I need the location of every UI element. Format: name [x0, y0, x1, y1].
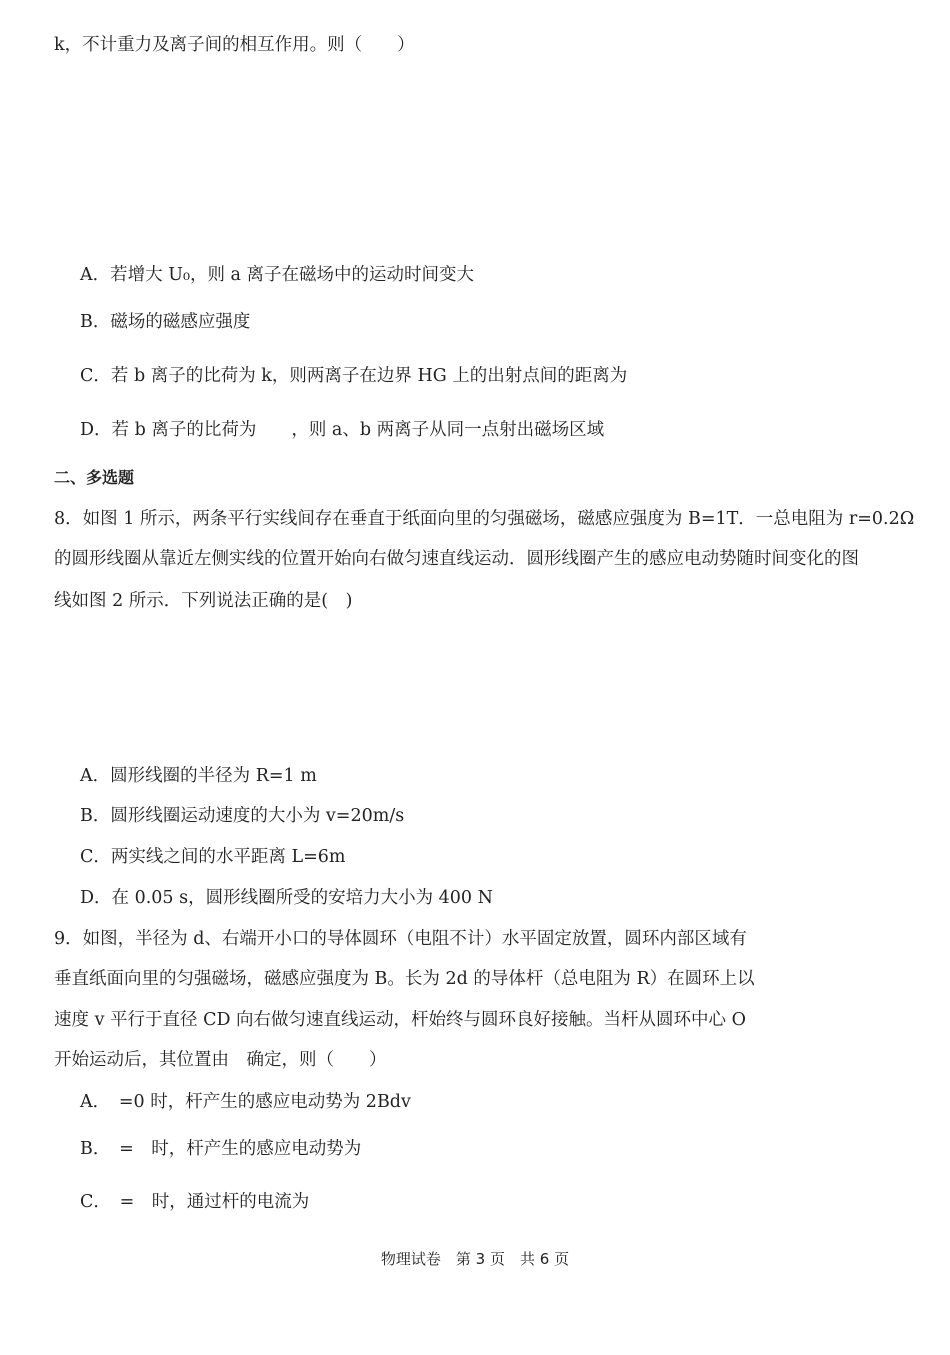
q9-stem-line-1: 9．如图，半径为 d、右端开小口的导体圆环（电阻不计）水平固定放置，圆环内部区域有	[54, 929, 747, 949]
section-heading: 二、多选题	[54, 468, 135, 487]
q7-option-d: D．若 b 离子的比荷为 ，则 a、b 两离子从同一点射出磁场区域	[80, 420, 605, 440]
q8-stem-line-3: 线如图 2 所示．下列说法正确的是( )	[54, 591, 353, 611]
q7-option-b: B．磁场的磁感应强度	[80, 312, 251, 332]
q7-option-c: C．若 b 离子的比荷为 k，则两离子在边界 HG 上的出射点间的距离为	[80, 366, 628, 386]
q9-option-b: B． = 时，杆产生的感应电动势为	[80, 1139, 362, 1159]
q8-option-c: C．两实线之间的水平距离 L=6m	[80, 847, 346, 867]
q7-figure-blank	[54, 70, 894, 250]
q9-option-c: C． = 时，通过杆的电流为	[80, 1192, 310, 1212]
q9-option-a: A． =0 时，杆产生的感应电动势为 2Bdv	[80, 1092, 411, 1112]
q9-stem-line-4: 开始运动后，其位置由 确定，则（ ）	[54, 1050, 387, 1070]
q8-option-b: B．圆形线圈运动速度的大小为 v=20m/s	[80, 806, 405, 826]
q8-option-d: D．在 0.05 s，圆形线圈所受的安培力大小为 400 N	[80, 888, 493, 908]
q9-stem-line-2: 垂直纸面向里的匀强磁场，磁感应强度为 B。长为 2d 的导体杆（总电阻为 R）在圆环上以	[54, 969, 755, 989]
q7-option-a: A．若增大 U₀，则 a 离子在磁场中的运动时间变大	[80, 265, 475, 285]
page-footer: 物理试卷 第 3 页 共 6 页	[380, 1250, 570, 1268]
q7-stem-tail: k，不计重力及离子间的相互作用。则（ ）	[54, 35, 415, 55]
q8-stem-line-1: 8．如图 1 所示，两条平行实线间存在垂直于纸面向里的匀强磁场，磁感应强度为 B=1T．一总电阻为 r=0.2Ω	[54, 509, 915, 529]
q8-stem-line-2: 的圆形线圈从靠近左侧实线的位置开始向右做匀速直线运动．圆形线圈产生的感应电动势随时间变化的图	[54, 549, 859, 569]
q8-figure-blank	[54, 625, 894, 755]
q9-stem-line-3: 速度 v 平行于直径 CD 向右做匀速直线运动，杆始终与圆环良好接触。当杆从圆环中心 O	[54, 1010, 746, 1030]
q8-option-a: A．圆形线圈的半径为 R=1 m	[80, 766, 317, 786]
